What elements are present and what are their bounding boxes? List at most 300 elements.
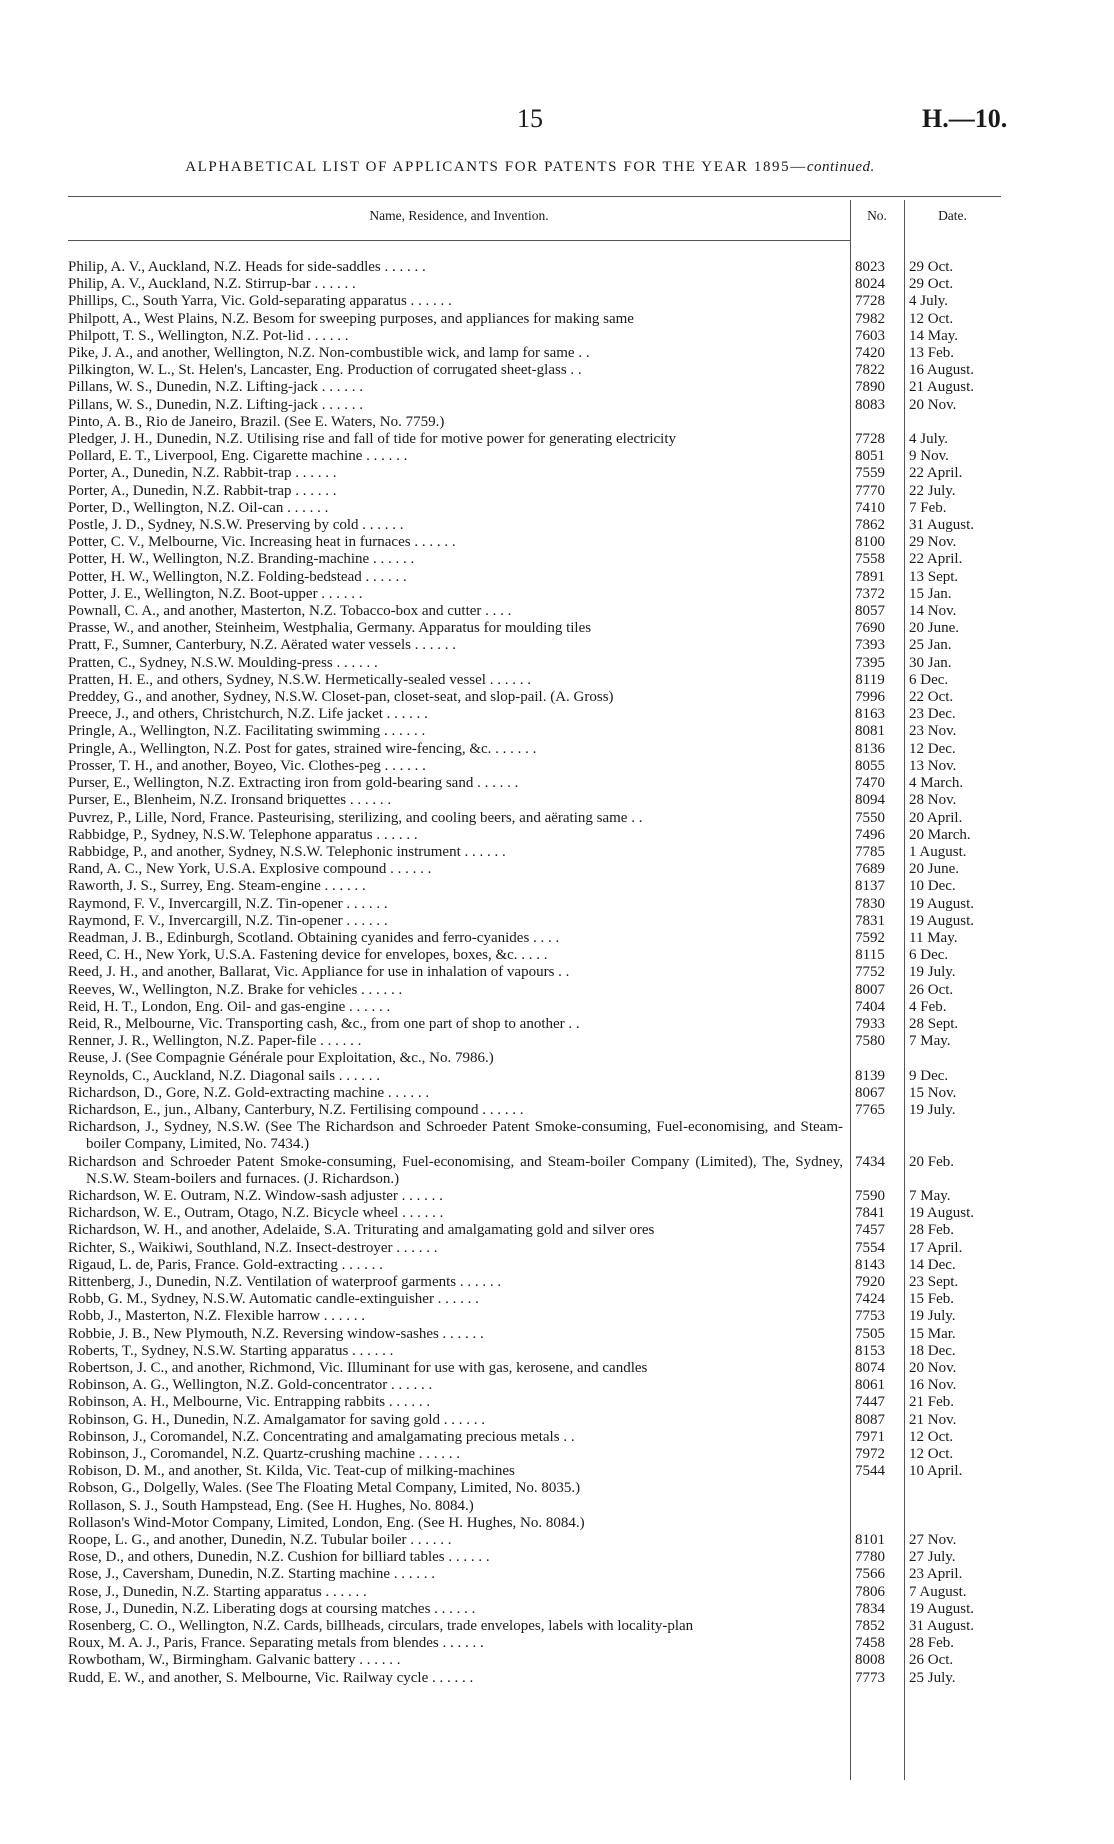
entry-text: Robinson, A. G., Wellington, N.Z. Gold-concentrator . . . . . . <box>68 1377 433 1394</box>
entry-number: 7434 <box>855 1153 885 1170</box>
table-row <box>68 1222 1001 1239</box>
entry-number: 7831 <box>855 912 885 929</box>
table-row <box>68 569 1001 586</box>
table-row <box>68 1154 1001 1188</box>
table-row <box>68 1308 1001 1325</box>
entry-date: 20 June. <box>909 620 959 637</box>
entry-date: 21 August. <box>909 379 975 396</box>
entry-text: Robb, J., Masterton, N.Z. Flexible harrow . . . . . . <box>68 1308 366 1325</box>
table-row <box>68 448 1001 465</box>
entry-text: Rose, J., Caversham, Dunedin, N.Z. Starting machine . . . . . . <box>68 1566 436 1583</box>
entry-text: Pownall, C. A., and another, Masterton, N.Z. Tobacco-box and cutter . . . . <box>68 603 512 620</box>
entry-text: Pike, J. A., and another, Wellington, N.Z. Non-combustible wick, and lamp for same . . <box>68 345 590 362</box>
entry-number: 7806 <box>855 1583 885 1600</box>
entry-date: 25 July. <box>909 1669 956 1686</box>
entry-date: 4 March. <box>909 775 964 792</box>
entry-date: 19 July. <box>909 1101 956 1118</box>
entry-text: Richardson, W. E., Outram, Otago, N.Z. Bicycle wheel . . . . . . <box>68 1205 444 1222</box>
table-row <box>68 878 1001 895</box>
entry-number: 8163 <box>855 706 885 723</box>
table-row <box>68 1033 1001 1050</box>
entry-date: 16 Nov. <box>909 1377 957 1394</box>
table-row <box>68 1274 1001 1291</box>
entry-text: Pringle, A., Wellington, N.Z. Post for gates, strained wire-fencing, &c. . . . . . . <box>68 740 537 757</box>
entry-number: 8061 <box>855 1377 885 1394</box>
entry-text: Richardson, J., Sydney, N.S.W. (See The Richardson and Schroeder Patent Smoke-consuming, Fuel-economising, and Steam-boiler Company, Limited, No. 7434.) <box>68 1119 843 1153</box>
table-row <box>68 964 1001 981</box>
table-row <box>68 293 1001 310</box>
entry-number: 8137 <box>855 878 885 895</box>
entry-date: 19 August. <box>909 1600 975 1617</box>
entry-number: 8136 <box>855 740 885 757</box>
table-row <box>68 1584 1001 1601</box>
entry-text: Phillips, C., South Yarra, Vic. Gold-separating apparatus . . . . . . <box>68 293 452 310</box>
entry-text: Pillans, W. S., Dunedin, N.Z. Lifting-jack . . . . . . <box>68 396 363 413</box>
header-bottom-rule <box>68 240 850 241</box>
entry-date: 12 Oct. <box>909 1446 954 1463</box>
entry-date: 22 July. <box>909 482 956 499</box>
entry-number: 7424 <box>855 1291 885 1308</box>
entry-date: 7 May. <box>909 1187 951 1204</box>
entry-date: 15 Mar. <box>909 1325 956 1342</box>
table-row <box>68 1291 1001 1308</box>
entry-date: 10 Dec. <box>909 878 956 895</box>
entry-number: 7690 <box>855 620 885 637</box>
entry-date: 28 Feb. <box>909 1222 954 1239</box>
entry-text: Richardson, E., jun., Albany, Canterbury, N.Z. Fertilising compound . . . . . . <box>68 1101 524 1118</box>
entry-date: 4 July. <box>909 293 949 310</box>
page-number: 15 <box>517 104 543 133</box>
entry-number: 7841 <box>855 1205 885 1222</box>
table-row <box>68 1463 1001 1480</box>
table-row <box>68 1240 1001 1257</box>
entry-number: 8115 <box>855 947 885 964</box>
table-row <box>68 1188 1001 1205</box>
entry-number: 7372 <box>855 585 885 602</box>
entry-number: 7982 <box>855 310 885 327</box>
table-row <box>68 775 1001 792</box>
entry-number: 7580 <box>855 1033 885 1050</box>
entry-number: 7458 <box>855 1635 885 1652</box>
entry-text: Reid, R., Melbourne, Vic. Transporting cash, &c., from one part of shop to another . . <box>68 1015 580 1032</box>
table-row <box>68 758 1001 775</box>
column-header-name: Name, Residence, and Invention. <box>369 208 549 223</box>
table-row <box>68 706 1001 723</box>
entry-date: 11 May. <box>909 929 958 946</box>
entry-text: Rand, A. C., New York, U.S.A. Explosive compound . . . . . . <box>68 861 432 878</box>
entry-number: 7996 <box>855 689 885 706</box>
entry-text: Renner, J. R., Wellington, N.Z. Paper-file . . . . . . <box>68 1033 362 1050</box>
entry-number: 8067 <box>855 1084 885 1101</box>
entry-number: 7753 <box>855 1308 885 1325</box>
entry-date: 23 Dec. <box>909 706 956 723</box>
entry-number: 7830 <box>855 895 885 912</box>
entry-date: 23 Nov. <box>909 723 957 740</box>
entry-text: Robinson, A. H., Melbourne, Vic. Entrapping rabbits . . . . . . <box>68 1394 431 1411</box>
entry-date: 4 July. <box>909 431 949 448</box>
entry-text: Potter, J. E., Wellington, N.Z. Boot-upper . . . . . . <box>68 585 363 602</box>
entry-date: 28 Feb. <box>909 1635 954 1652</box>
entry-number: 8083 <box>855 396 885 413</box>
entry-date: 14 May. <box>909 327 959 344</box>
entry-text: Philpott, T. S., Wellington, N.Z. Pot-lid . . . . . . <box>68 327 349 344</box>
entry-text: Richardson and Schroeder Patent Smoke-consuming, Fuel-economising, and Steam-boiler Company (Limited), The, Sydney, N.S.W. Steam-boilers and furnaces. (J. Richardson.) <box>68 1153 843 1187</box>
entry-text: Pinto, A. B., Rio de Janeiro, Brazil. (See E. Waters, No. 7759.) <box>68 413 445 430</box>
entry-text: Robinson, J., Coromandel, N.Z. Quartz-crushing machine . . . . . . <box>68 1446 461 1463</box>
title-main: ALPHABETICAL LIST OF APPLICANTS FOR PATENTS FOR THE YEAR 1895— <box>185 159 807 175</box>
entry-text: Rabbidge, P., Sydney, N.S.W. Telephone apparatus . . . . . . <box>68 826 418 843</box>
entry-number: 8139 <box>855 1067 885 1084</box>
table-row <box>68 1566 1001 1583</box>
entry-number: 7559 <box>855 465 885 482</box>
entry-date: 7 Feb. <box>909 499 947 516</box>
entry-text: Reynolds, C., Auckland, N.Z. Diagonal sails . . . . . . <box>68 1067 381 1084</box>
entry-number: 8087 <box>855 1411 885 1428</box>
entry-text: Prosser, T. H., and another, Boyeo, Vic. Clothes-peg . . . . . . <box>68 757 426 774</box>
entry-date: 10 April. <box>909 1463 963 1480</box>
table-row <box>68 1601 1001 1618</box>
entry-date: 20 Nov. <box>909 1360 957 1376</box>
table-row <box>68 1480 1001 1497</box>
entry-text: Potter, H. W., Wellington, N.Z. Branding-machine . . . . . . <box>68 551 415 568</box>
entry-date: 20 June. <box>909 861 959 878</box>
entry-number: 7752 <box>855 964 885 981</box>
entry-text: Rollason's Wind-Motor Company, Limited, London, Eng. (See H. Hughes, No. 8084.) <box>68 1514 585 1531</box>
table-top-rule <box>68 196 1001 197</box>
entry-date: 6 Dec. <box>909 947 949 964</box>
entry-text: Roux, M. A. J., Paris, France. Separating metals from blendes . . . . . . <box>68 1635 484 1652</box>
entry-number: 7470 <box>855 775 885 792</box>
entry-date: 12 Oct. <box>909 310 954 327</box>
entry-number: 7592 <box>855 929 885 946</box>
entry-text: Rittenberg, J., Dunedin, N.Z. Ventilation of waterproof garments . . . . . . <box>68 1273 502 1290</box>
entry-number: 8119 <box>855 671 885 688</box>
table-row <box>68 1068 1001 1085</box>
entry-date: 23 April. <box>909 1566 963 1583</box>
entry-number: 8023 <box>855 259 885 275</box>
entry-number: 7393 <box>855 637 885 654</box>
entry-date: 31 August. <box>909 517 975 534</box>
entry-text: Richardson, W. H., and another, Adelaide, S.A. Triturating and amalgamating gold and silver ores <box>68 1222 655 1239</box>
document-code: H.—10. <box>922 104 1008 133</box>
entry-number: 7780 <box>855 1549 885 1566</box>
entry-text: Preddey, G., and another, Sydney, N.S.W. Closet-pan, closet-seat, and slop-pail. (A. Gross) <box>68 689 614 706</box>
entry-text: Pillans, W. S., Dunedin, N.Z. Lifting-jack . . . . . . <box>68 379 363 396</box>
entry-number: 8081 <box>855 723 885 740</box>
entry-text: Richardson, D., Gore, N.Z. Gold-extracting machine . . . . . . <box>68 1084 430 1101</box>
entry-text: Prasse, W., and another, Steinheim, Westphalia, Germany. Apparatus for moulding tiles <box>68 620 592 637</box>
entry-number: 7770 <box>855 482 885 499</box>
entry-date: 20 Feb. <box>909 1153 954 1170</box>
entry-text: Pollard, E. T., Liverpool, Eng. Cigarette machine . . . . . . <box>68 448 408 465</box>
entry-text: Preece, J., and others, Christchurch, N.Z. Life jacket . . . . . . <box>68 706 428 723</box>
entry-number: 7447 <box>855 1394 885 1411</box>
table-row <box>68 328 1001 345</box>
table-row <box>68 1205 1001 1222</box>
entry-date: 27 Nov. <box>909 1532 957 1549</box>
entry-date: 15 Jan. <box>909 585 952 602</box>
entry-date: 23 Sept. <box>909 1273 959 1290</box>
entry-text: Roberts, T., Sydney, N.S.W. Starting apparatus . . . . . . <box>68 1342 394 1359</box>
entry-date: 31 August. <box>909 1618 975 1635</box>
entry-text: Reed, J. H., and another, Ballarat, Vic. Appliance for use in inhalation of vapours . . <box>68 964 570 981</box>
entry-date: 28 Nov. <box>909 792 957 809</box>
entry-date: 7 August. <box>909 1583 967 1600</box>
entry-date: 20 March. <box>909 826 971 843</box>
table-row <box>68 259 1001 276</box>
entry-number: 7972 <box>855 1446 885 1463</box>
entry-number: 7773 <box>855 1669 885 1686</box>
table-row <box>68 1343 1001 1360</box>
entry-date: 22 April. <box>909 465 963 482</box>
entry-text: Potter, C. V., Melbourne, Vic. Increasing heat in furnaces . . . . . . <box>68 534 456 551</box>
page-title <box>0 159 1060 176</box>
entry-text: Rabbidge, P., and another, Sydney, N.S.W. Telephonic instrument . . . . . . <box>68 843 506 860</box>
entry-date: 22 Oct. <box>909 689 954 706</box>
entry-number: 8055 <box>855 757 885 774</box>
table-row <box>68 1670 1001 1687</box>
entry-text: Rose, J., Dunedin, N.Z. Liberating dogs at coursing matches . . . . . . <box>68 1600 476 1617</box>
table-row <box>68 655 1001 672</box>
entry-text: Pledger, J. H., Dunedin, N.Z. Utilising rise and fall of tide for motive power for generating electricity <box>68 431 676 448</box>
entry-date: 9 Nov. <box>909 448 949 465</box>
entry-text: Robson, G., Dolgelly, Wales. (See The Floating Metal Company, Limited, No. 8035.) <box>68 1480 581 1497</box>
entry-date: 14 Nov. <box>909 603 957 620</box>
table-row <box>68 1016 1001 1033</box>
table-row <box>68 1257 1001 1274</box>
entry-date: 27 July. <box>909 1549 956 1566</box>
entry-text: Robinson, G. H., Dunedin, N.Z. Amalgamator for saving gold . . . . . . <box>68 1411 486 1428</box>
entry-text: Raworth, J. S., Surrey, Eng. Steam-engine . . . . . . <box>68 878 366 895</box>
entry-text: Raymond, F. V., Invercargill, N.Z. Tin-opener . . . . . . <box>68 912 388 929</box>
entry-text: Rollason, S. J., South Hampstead, Eng. (See H. Hughes, No. 8084.) <box>68 1497 474 1514</box>
table-row <box>68 517 1001 534</box>
table-row <box>68 1377 1001 1394</box>
entry-text: Philip, A. V., Auckland, N.Z. Stirrup-bar . . . . . . <box>68 276 356 293</box>
entry-date: 4 Feb. <box>909 998 947 1015</box>
entry-number: 7395 <box>855 654 885 671</box>
entry-number: 7544 <box>855 1463 885 1480</box>
table-row <box>68 896 1001 913</box>
entry-text: Rigaud, L. de, Paris, France. Gold-extracting . . . . . . <box>68 1256 383 1273</box>
entry-text: Richardson, W. E. Outram, N.Z. Window-sash adjuster . . . . . . <box>68 1187 443 1204</box>
table-row <box>68 810 1001 827</box>
entry-date: 20 Nov. <box>909 396 957 413</box>
table-row <box>68 1360 1001 1377</box>
entry-text: Roope, L. G., and another, Dunedin, N.Z. Tubular boiler . . . . . . <box>68 1532 452 1549</box>
entry-number: 7420 <box>855 345 885 362</box>
entry-text: Robinson, J., Coromandel, N.Z. Concentrating and amalgamating precious metals . . <box>68 1428 575 1445</box>
entry-text: Potter, H. W., Wellington, N.Z. Folding-bedstead . . . . . . <box>68 568 407 585</box>
entry-date: 21 Nov. <box>909 1411 957 1428</box>
entry-date: 7 May. <box>909 1033 951 1050</box>
entry-date: 29 Nov. <box>909 534 957 551</box>
entry-date: 19 July. <box>909 1308 956 1325</box>
applicant-list <box>68 259 1001 1687</box>
table-row <box>68 1412 1001 1429</box>
entry-number: 8153 <box>855 1342 885 1359</box>
table-row <box>68 723 1001 740</box>
table-row <box>68 534 1001 551</box>
entry-number: 7933 <box>855 1015 885 1032</box>
table-row <box>68 844 1001 861</box>
entry-text: Rudd, E. W., and another, S. Melbourne, Vic. Railway cycle . . . . . . <box>68 1669 474 1686</box>
table-row <box>68 999 1001 1016</box>
table-row <box>68 500 1001 517</box>
entry-number: 8100 <box>855 534 885 551</box>
table-row <box>68 913 1001 930</box>
entry-number: 7834 <box>855 1600 885 1617</box>
entry-number: 8094 <box>855 792 885 809</box>
entry-date: 29 Oct. <box>909 259 954 275</box>
entry-date: 12 Oct. <box>909 1428 954 1445</box>
entry-date: 13 Feb. <box>909 345 954 362</box>
entry-text: Rose, D., and others, Dunedin, N.Z. Cushion for billiard tables . . . . . . <box>68 1549 490 1566</box>
entry-date: 19 July. <box>909 964 956 981</box>
table-row <box>68 1652 1001 1669</box>
entry-number: 7920 <box>855 1273 885 1290</box>
entry-text: Purser, E., Wellington, N.Z. Extracting iron from gold-bearing sand . . . . . . <box>68 775 519 792</box>
table-row <box>68 379 1001 396</box>
table-row <box>68 397 1001 414</box>
table-row <box>68 930 1001 947</box>
entry-date: 13 Nov. <box>909 757 957 774</box>
entry-number: 7550 <box>855 809 885 826</box>
table-row <box>68 1102 1001 1119</box>
entry-date: 17 April. <box>909 1239 963 1256</box>
entry-date: 18 Dec. <box>909 1342 956 1359</box>
table-row <box>68 792 1001 809</box>
column-header-no: No. <box>867 208 887 223</box>
entry-number: 7590 <box>855 1187 885 1204</box>
entry-text: Raymond, F. V., Invercargill, N.Z. Tin-opener . . . . . . <box>68 895 388 912</box>
table-row <box>68 861 1001 878</box>
table-row <box>68 483 1001 500</box>
entry-number: 8008 <box>855 1652 885 1669</box>
entry-date: 15 Nov. <box>909 1084 957 1101</box>
entry-number: 7728 <box>855 293 885 310</box>
entry-text: Puvrez, P., Lille, Nord, France. Pasteurising, sterilizing, and cooling beers, and aërating same . . <box>68 809 643 826</box>
table-row <box>68 741 1001 758</box>
entry-number: 7765 <box>855 1101 885 1118</box>
entry-text: Pratten, C., Sydney, N.S.W. Moulding-press . . . . . . <box>68 654 378 671</box>
entry-date: 9 Dec. <box>909 1067 949 1084</box>
entry-text: Robbie, J. B., New Plymouth, N.Z. Reversing window-sashes . . . . . . <box>68 1325 484 1342</box>
entry-text: Rosenberg, C. O., Wellington, N.Z. Cards, billheads, circulars, trade envelopes, labels with locality-plan <box>68 1618 694 1635</box>
entry-date: 25 Jan. <box>909 637 952 654</box>
entry-date: 19 August. <box>909 895 975 912</box>
table-row <box>68 947 1001 964</box>
entry-text: Postle, J. D., Sydney, N.S.W. Preserving by cold . . . . . . <box>68 517 404 534</box>
entry-number: 7603 <box>855 327 885 344</box>
table-row <box>68 620 1001 637</box>
table-row <box>68 276 1001 293</box>
entry-text: Reid, H. T., London, Eng. Oil- and gas-engine . . . . . . <box>68 998 391 1015</box>
entry-text: Readman, J. B., Edinburgh, Scotland. Obtaining cyanides and ferro-cyanides . . . . <box>68 929 560 946</box>
entry-date: 19 August. <box>909 1205 975 1222</box>
entry-date: 1 August. <box>909 843 967 860</box>
entry-text: Pratt, F., Sumner, Canterbury, N.Z. Aërated water vessels . . . . . . <box>68 637 456 654</box>
table-row <box>68 1429 1001 1446</box>
entry-number: 8101 <box>855 1532 885 1549</box>
entry-date: 29 Oct. <box>909 276 954 293</box>
entry-number: 8051 <box>855 448 885 465</box>
entry-text: Richter, S., Waikiwi, Southland, N.Z. Insect-destroyer . . . . . . <box>68 1239 438 1256</box>
entry-number: 7505 <box>855 1325 885 1342</box>
entry-text: Pratten, H. E., and others, Sydney, N.S.W. Hermetically-sealed vessel . . . . . . <box>68 671 531 688</box>
table-row <box>68 311 1001 328</box>
entry-text: Reuse, J. (See Compagnie Générale pour Exploitation, &c., No. 7986.) <box>68 1050 494 1067</box>
entry-date: 12 Dec. <box>909 740 956 757</box>
entry-number: 7566 <box>855 1566 885 1583</box>
table-row <box>68 1515 1001 1532</box>
table-row <box>68 637 1001 654</box>
entry-number: 8057 <box>855 603 885 620</box>
entry-text: Porter, D., Wellington, N.Z. Oil-can . . . . . . <box>68 499 329 516</box>
table-row <box>68 345 1001 362</box>
entry-number: 8074 <box>855 1360 885 1376</box>
title-suffix: continued. <box>806 159 875 175</box>
entry-text: Purser, E., Blenheim, N.Z. Ironsand briquettes . . . . . . <box>68 792 392 809</box>
entry-number: 7410 <box>855 499 885 516</box>
entry-text: Philip, A. V., Auckland, N.Z. Heads for side-saddles . . . . . . <box>68 259 426 275</box>
entry-text: Reed, C. H., New York, U.S.A. Fastening device for envelopes, boxes, &c. . . . . <box>68 947 548 964</box>
entry-number: 7890 <box>855 379 885 396</box>
entry-date: 22 April. <box>909 551 963 568</box>
table-row <box>68 672 1001 689</box>
entry-number: 8007 <box>855 981 885 998</box>
table-row <box>68 982 1001 999</box>
entry-date: 19 August. <box>909 912 975 929</box>
entry-number: 7891 <box>855 568 885 585</box>
column-header-date: Date. <box>938 208 967 223</box>
entry-number: 8024 <box>855 276 885 293</box>
entry-number: 7822 <box>855 362 885 379</box>
table-row <box>68 1050 1001 1067</box>
entry-date: 30 Jan. <box>909 654 952 671</box>
table-row <box>68 827 1001 844</box>
table-row <box>68 1618 1001 1635</box>
entry-text: Philpott, A., West Plains, N.Z. Besom for sweeping purposes, and appliances for making same <box>68 310 634 327</box>
entry-date: 26 Oct. <box>909 981 954 998</box>
entry-text: Porter, A., Dunedin, N.Z. Rabbit-trap . . . . . . <box>68 482 337 499</box>
entry-number: 7689 <box>855 861 885 878</box>
entry-number: 7862 <box>855 517 885 534</box>
table-row <box>68 586 1001 603</box>
entry-date: 28 Sept. <box>909 1015 959 1032</box>
entry-text: Robertson, J. C., and another, Richmond, Vic. Illuminant for use with gas, kerosene, and candles <box>68 1360 648 1376</box>
entry-text: Reeves, W., Wellington, N.Z. Brake for vehicles . . . . . . <box>68 981 403 998</box>
entry-number: 7404 <box>855 998 885 1015</box>
entry-date: 15 Feb. <box>909 1291 954 1308</box>
entry-number: 7558 <box>855 551 885 568</box>
entry-text: Robb, G. M., Sydney, N.S.W. Automatic candle-extinguisher . . . . . . <box>68 1291 479 1308</box>
entry-date: 14 Dec. <box>909 1256 956 1273</box>
entry-date: 16 August. <box>909 362 975 379</box>
table-row <box>68 1446 1001 1463</box>
entry-number: 7728 <box>855 431 885 448</box>
entry-text: Porter, A., Dunedin, N.Z. Rabbit-trap . . . . . . <box>68 465 337 482</box>
table-row <box>68 1326 1001 1343</box>
table-row <box>68 1085 1001 1102</box>
table-row <box>68 1394 1001 1411</box>
entry-date: 6 Dec. <box>909 671 949 688</box>
entry-date: 21 Feb. <box>909 1394 954 1411</box>
entry-number: 7496 <box>855 826 885 843</box>
entry-number: 7554 <box>855 1239 885 1256</box>
table-row <box>68 465 1001 482</box>
table-row <box>68 1635 1001 1652</box>
